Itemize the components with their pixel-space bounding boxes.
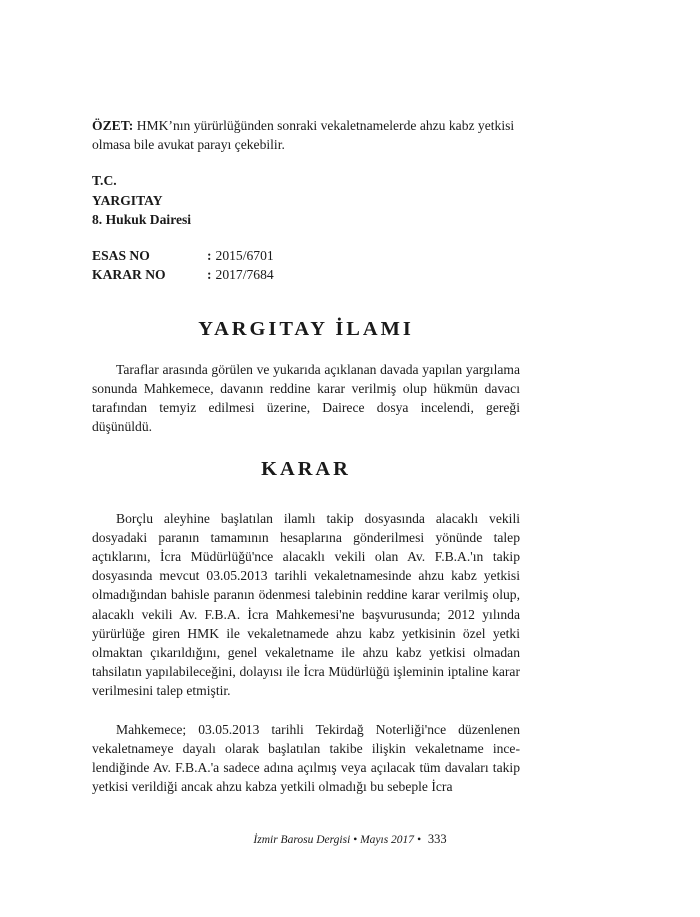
court-line-chamber: 8. Hukuk Dairesi [92, 211, 192, 227]
page-number: 333 [427, 832, 447, 846]
reference-colon: : [207, 267, 212, 283]
summary [92, 116, 520, 154]
paragraph-ilam: Taraflar arasında görülen ve yukarıda açıklanan davada yapılan yargılama sonunda Mahkemece, davanın reddine karar verilmiş olup hükmün davacı tarafından temyiz edilmesi üzerine, Dairece dosya incelendi, gereği düşünüldü. [92, 361, 520, 435]
footer-bullet: • [353, 834, 358, 846]
reference-row-esas [92, 246, 520, 265]
summary-text: HMK’nın yürürlüğünden sonraki vekaletnamelerde ahzu kabz yetkisi olmasa bile avukat parayı çekebilir. [92, 118, 515, 153]
case-references [92, 246, 520, 284]
reference-value: 2015/6701 [215, 248, 274, 264]
reference-row-karar [92, 265, 520, 284]
page-footer [0, 832, 700, 847]
footer-publication: İzmir Barosu Dergisi [253, 834, 351, 846]
reference-label: ESAS NO [92, 248, 150, 264]
reference-value: 2017/7684 [215, 267, 274, 283]
heading-ilam: YARGITAY İLAMI [198, 318, 414, 341]
footer-bullet: • [416, 834, 421, 846]
paragraph-karar-2: Mahkemece; 03.05.2013 tarihli Tekirdağ Noterliği'nce düzenlenen vekaletnameye dayalı olarak başlatılan takibe ilişkin vekaletname incelendiğinde Av. F.B.A.'a sadece adına açılmış veya açılacak tüm davaları takip yetkisi verildiği ancak ahzu kabza yetkili olmadığı bu sebeple İcra [92, 721, 520, 795]
footer-date: Mayıs 2017 [360, 834, 415, 846]
heading-karar: KARAR [261, 458, 351, 481]
summary-label: ÖZET: [92, 118, 134, 133]
court-line-tc: T.C. [92, 173, 117, 189]
paragraph-karar-1: Borçlu aleyhine başlatılan ilamlı takip dosyasında alacaklı vekili dosyadaki paranın tamamının hesaplarına gönderilmesi yönünde talep açtıklarını, İcra Müdürlüğü'nce alacaklı vekili olan Av. F.B.A.'ın takip dosyasında mevcut 03.05.2013 tarihli vekaletnamesinde ahzu kabz yetkisi olmadığından bahisle paranın ödenmesi talebinin reddine karar verilmiş olup, alacaklı vekili Av. F.B.A. İcra Mahkemesi'ne başvurusunda; 2012 yılında yürürlüğe giren HMK ile vekaletnamede ahzu kabz yetkisinin özel yetki olmaktan çıkarıldığını, genel vekaletname ile ahzu kabz yetkisi olmadan tahsilatın yapılabileceğini, dolayısı ile İcra Müdürlüğü işleminin iptaline karar verilmesini talep etmiştir. [92, 510, 520, 699]
court-line-yargitay: YARGITAY [92, 192, 163, 208]
reference-colon: : [207, 248, 212, 264]
reference-label: KARAR NO [92, 267, 166, 283]
court-header [92, 171, 520, 229]
document-page [92, 116, 520, 796]
